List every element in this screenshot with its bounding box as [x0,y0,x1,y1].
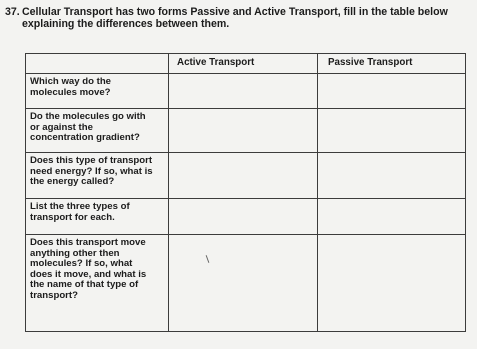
answer-cell-active-gradient[interactable] [169,109,318,153]
question-text [5,6,465,30]
row-question-types: List the three types of transport for each. [26,199,169,235]
row-question-other-than-molecules: Does this transport move anything other then molecules? If so, what does it move, and what is the name of that type of transport? [26,235,169,332]
answer-cell-passive-other[interactable] [318,235,466,332]
comparison-table [25,53,466,332]
header-row [26,54,466,74]
answer-cell-active-other[interactable] [169,235,318,332]
table-row [26,109,466,153]
answer-cell-active-energy[interactable] [169,153,318,199]
question-number: 37. [5,6,20,18]
row-question-gradient: Do the molecules go with or against the concentration gradient? [26,109,169,153]
table-row [26,235,466,332]
row-question-energy: Does this type of transport need energy? If so, what is the energy called? [26,153,169,199]
question-line-1: 37. Cellular Transport has two forms Passive and Active Transport, fill in the table below [5,6,448,18]
row-question-direction: Which way do the molecules move? [26,74,169,109]
answer-cell-passive-types[interactable] [318,199,466,235]
question-line-2: explaining the differences between them. [22,18,230,30]
answer-cell-passive-gradient[interactable] [318,109,466,153]
answer-cell-active-types[interactable] [169,199,318,235]
table-row [26,153,466,199]
answer-cell-passive-energy[interactable] [318,153,466,199]
header-passive-transport: Passive Transport [318,54,466,74]
answer-cell-active-direction[interactable] [169,74,318,109]
answer-cell-passive-direction[interactable] [318,74,466,109]
header-active-transport: Active Transport [169,54,318,74]
table-row [26,74,466,109]
table-row [26,199,466,235]
header-blank [26,54,169,74]
